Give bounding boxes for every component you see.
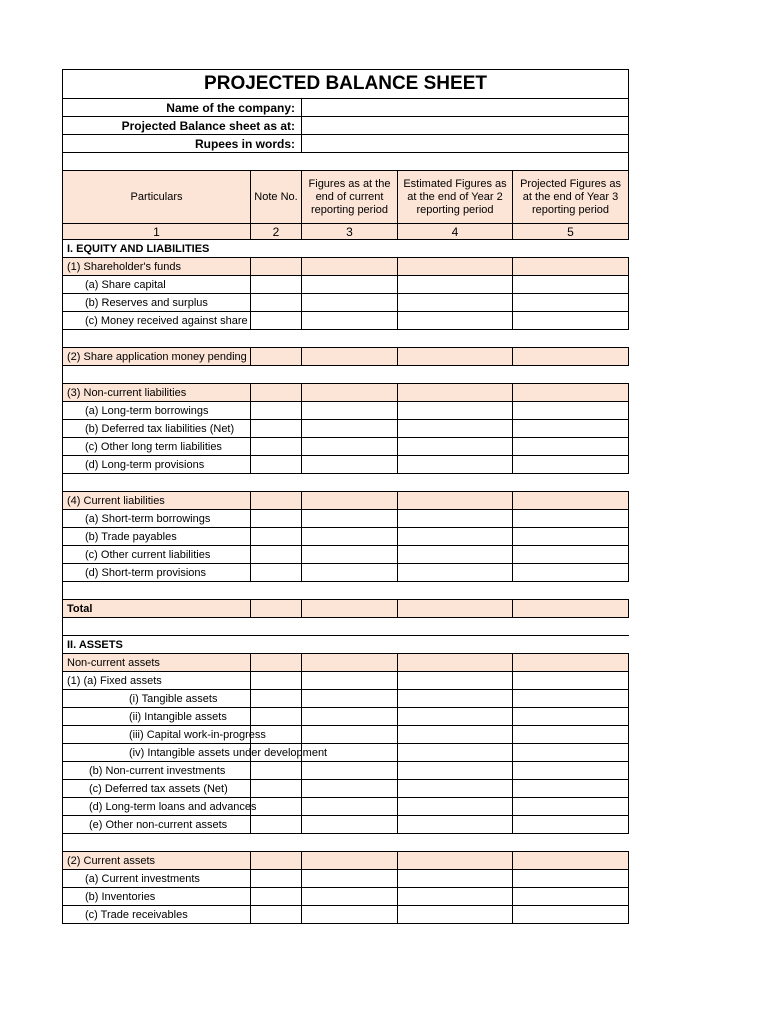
note-no-cell[interactable] bbox=[251, 402, 302, 420]
year2-cell[interactable] bbox=[398, 492, 513, 510]
info-row-date bbox=[63, 117, 629, 135]
year3-cell[interactable] bbox=[513, 780, 629, 798]
year2-cell[interactable] bbox=[398, 708, 513, 726]
spacer-row bbox=[63, 153, 629, 171]
balance-date-value[interactable] bbox=[302, 117, 629, 135]
table-row bbox=[63, 402, 629, 420]
note-no-cell[interactable] bbox=[251, 348, 302, 366]
table-row bbox=[63, 564, 629, 582]
particulars-cell: (d) Long-term provisions bbox=[63, 456, 251, 474]
current-period-cell[interactable] bbox=[302, 528, 398, 546]
note-no-cell[interactable] bbox=[251, 384, 302, 402]
year2-cell[interactable] bbox=[398, 600, 513, 618]
particulars-cell: (2) Current assets bbox=[63, 852, 251, 870]
particulars-cell: (b) Inventories bbox=[63, 888, 251, 906]
particulars-cell: (iv) Intangible assets under development bbox=[63, 744, 251, 762]
year2-cell[interactable] bbox=[398, 798, 513, 816]
note-no-cell[interactable] bbox=[251, 492, 302, 510]
note-no-cell[interactable] bbox=[251, 762, 302, 780]
note-no-cell[interactable] bbox=[251, 600, 302, 618]
year3-cell[interactable] bbox=[513, 348, 629, 366]
header-year3-projection: Projected Figures as at the end of Year 3 reporting period bbox=[513, 171, 629, 224]
particulars-cell: (c) Other long term liabilities bbox=[63, 438, 251, 456]
particulars-cell: (i) Tangible assets bbox=[63, 690, 251, 708]
header-particulars: Particulars bbox=[63, 171, 251, 224]
year2-cell[interactable] bbox=[398, 312, 513, 330]
current-period-cell[interactable] bbox=[302, 456, 398, 474]
col-number: 2 bbox=[251, 224, 302, 240]
note-no-cell[interactable] bbox=[251, 438, 302, 456]
year3-cell[interactable] bbox=[513, 708, 629, 726]
particulars-cell bbox=[63, 834, 629, 852]
note-no-cell[interactable] bbox=[251, 456, 302, 474]
particulars-cell: (3) Non-current liabilities bbox=[63, 384, 251, 402]
table-row bbox=[63, 348, 629, 366]
table-row bbox=[63, 726, 629, 744]
note-no-cell[interactable] bbox=[251, 420, 302, 438]
year2-cell[interactable] bbox=[398, 510, 513, 528]
blank-row bbox=[63, 474, 629, 492]
current-period-cell[interactable] bbox=[302, 438, 398, 456]
table-row bbox=[63, 492, 629, 510]
sheet-title: PROJECTED BALANCE SHEET bbox=[63, 70, 629, 99]
current-period-cell[interactable] bbox=[302, 870, 398, 888]
particulars-cell: (1) (a) Fixed assets bbox=[63, 672, 251, 690]
current-period-cell[interactable] bbox=[302, 510, 398, 528]
year3-cell[interactable] bbox=[513, 384, 629, 402]
col-number: 1 bbox=[63, 224, 251, 240]
year2-cell[interactable] bbox=[398, 744, 513, 762]
column-number-row bbox=[63, 224, 629, 240]
year3-cell[interactable] bbox=[513, 654, 629, 672]
current-period-cell[interactable] bbox=[302, 798, 398, 816]
current-period-cell[interactable] bbox=[302, 726, 398, 744]
particulars-cell: (c) Other current liabilities bbox=[63, 546, 251, 564]
note-no-cell[interactable] bbox=[251, 546, 302, 564]
table-row bbox=[63, 456, 629, 474]
table-row bbox=[63, 258, 629, 276]
table-row bbox=[63, 798, 629, 816]
header-current-period: Figures as at the end of current reporting period bbox=[302, 171, 398, 224]
particulars-cell: (e) Other non-current assets bbox=[63, 816, 251, 834]
year3-cell[interactable] bbox=[513, 528, 629, 546]
year3-cell[interactable] bbox=[513, 492, 629, 510]
particulars-cell: (a) Current investments bbox=[63, 870, 251, 888]
balance-sheet bbox=[62, 69, 628, 924]
year2-cell[interactable] bbox=[398, 294, 513, 312]
year2-cell[interactable] bbox=[398, 726, 513, 744]
current-period-cell[interactable] bbox=[302, 672, 398, 690]
year3-cell[interactable] bbox=[513, 672, 629, 690]
year3-cell[interactable] bbox=[513, 798, 629, 816]
particulars-cell: (c) Deferred tax assets (Net) bbox=[63, 780, 251, 798]
particulars-cell bbox=[63, 582, 629, 600]
year3-cell[interactable] bbox=[513, 510, 629, 528]
note-no-cell[interactable] bbox=[251, 294, 302, 312]
header-note-no: Note No. bbox=[251, 171, 302, 224]
particulars-cell: (b) Deferred tax liabilities (Net) bbox=[63, 420, 251, 438]
year2-cell[interactable] bbox=[398, 906, 513, 924]
year3-cell[interactable] bbox=[513, 852, 629, 870]
year2-cell[interactable] bbox=[398, 528, 513, 546]
note-no-cell[interactable] bbox=[251, 708, 302, 726]
particulars-cell: (a) Long-term borrowings bbox=[63, 402, 251, 420]
particulars-cell: Non-current assets bbox=[63, 654, 251, 672]
particulars-cell: I. EQUITY AND LIABILITIES bbox=[63, 240, 629, 258]
year2-cell[interactable] bbox=[398, 654, 513, 672]
particulars-cell: (d) Short-term provisions bbox=[63, 564, 251, 582]
company-name-label: Name of the company: bbox=[63, 99, 302, 117]
current-period-cell[interactable] bbox=[302, 816, 398, 834]
blank-row bbox=[63, 618, 629, 636]
particulars-cell: (iii) Capital work-in-progress bbox=[63, 726, 251, 744]
particulars-cell: (b) Non-current investments bbox=[63, 762, 251, 780]
year3-cell[interactable] bbox=[513, 816, 629, 834]
current-period-cell[interactable] bbox=[302, 384, 398, 402]
year3-cell[interactable] bbox=[513, 870, 629, 888]
year2-cell[interactable] bbox=[398, 348, 513, 366]
balance-date-label: Projected Balance sheet as at: bbox=[63, 117, 302, 135]
table-row bbox=[63, 438, 629, 456]
year2-cell[interactable] bbox=[398, 438, 513, 456]
particulars-cell bbox=[63, 366, 629, 384]
table-row bbox=[63, 888, 629, 906]
particulars-cell: II. ASSETS bbox=[63, 636, 629, 654]
note-no-cell[interactable] bbox=[251, 528, 302, 546]
particulars-cell: (2) Share application money pending bbox=[63, 348, 251, 366]
current-period-cell[interactable] bbox=[302, 294, 398, 312]
note-no-cell[interactable] bbox=[251, 906, 302, 924]
table-row bbox=[63, 762, 629, 780]
note-no-cell[interactable] bbox=[251, 888, 302, 906]
current-period-cell[interactable] bbox=[302, 654, 398, 672]
particulars-cell: (1) Shareholder's funds bbox=[63, 258, 251, 276]
table-row bbox=[63, 240, 629, 258]
year2-cell[interactable] bbox=[398, 852, 513, 870]
particulars-cell bbox=[63, 330, 629, 348]
blank-row bbox=[63, 582, 629, 600]
note-no-cell[interactable] bbox=[251, 672, 302, 690]
particulars-cell: Total bbox=[63, 600, 251, 618]
note-no-cell[interactable] bbox=[251, 312, 302, 330]
year3-cell[interactable] bbox=[513, 726, 629, 744]
table-row bbox=[63, 744, 629, 762]
year3-cell[interactable] bbox=[513, 312, 629, 330]
table-row bbox=[63, 816, 629, 834]
particulars-cell: (c) Money received against share bbox=[63, 312, 251, 330]
particulars-cell: (b) Trade payables bbox=[63, 528, 251, 546]
blank-row bbox=[63, 834, 629, 852]
year2-cell[interactable] bbox=[398, 546, 513, 564]
table-row bbox=[63, 312, 629, 330]
year2-cell[interactable] bbox=[398, 564, 513, 582]
year3-cell[interactable] bbox=[513, 888, 629, 906]
col-number: 5 bbox=[513, 224, 629, 240]
blank-row bbox=[63, 366, 629, 384]
particulars-cell bbox=[63, 618, 629, 636]
year3-cell[interactable] bbox=[513, 600, 629, 618]
year3-cell[interactable] bbox=[513, 690, 629, 708]
table-row bbox=[63, 780, 629, 798]
particulars-cell: (c) Trade receivables bbox=[63, 906, 251, 924]
current-period-cell[interactable] bbox=[302, 708, 398, 726]
table-row bbox=[63, 870, 629, 888]
year2-cell[interactable] bbox=[398, 420, 513, 438]
table-row bbox=[63, 636, 629, 654]
current-period-cell[interactable] bbox=[302, 600, 398, 618]
note-no-cell[interactable] bbox=[251, 258, 302, 276]
current-period-cell[interactable] bbox=[302, 888, 398, 906]
year3-cell[interactable] bbox=[513, 402, 629, 420]
table-row bbox=[63, 384, 629, 402]
particulars-cell: (4) Current liabilities bbox=[63, 492, 251, 510]
note-no-cell[interactable] bbox=[251, 852, 302, 870]
current-period-cell[interactable] bbox=[302, 276, 398, 294]
note-no-cell[interactable] bbox=[251, 816, 302, 834]
col-number: 3 bbox=[302, 224, 398, 240]
year2-cell[interactable] bbox=[398, 456, 513, 474]
table-row bbox=[63, 906, 629, 924]
current-period-cell[interactable] bbox=[302, 762, 398, 780]
table-row bbox=[63, 672, 629, 690]
year3-cell[interactable] bbox=[513, 420, 629, 438]
current-period-cell[interactable] bbox=[302, 690, 398, 708]
note-no-cell[interactable] bbox=[251, 654, 302, 672]
particulars-cell: (ii) Intangible assets bbox=[63, 708, 251, 726]
current-period-cell[interactable] bbox=[302, 546, 398, 564]
year3-cell[interactable] bbox=[513, 456, 629, 474]
rupees-words-value[interactable] bbox=[302, 135, 629, 153]
particulars-cell: (d) Long-term loans and advances bbox=[63, 798, 251, 816]
year2-cell[interactable] bbox=[398, 690, 513, 708]
current-period-cell[interactable] bbox=[302, 906, 398, 924]
table-row bbox=[63, 654, 629, 672]
table-row bbox=[63, 546, 629, 564]
current-period-cell[interactable] bbox=[302, 402, 398, 420]
header-year2-estimate: Estimated Figures as at the end of Year 2 reporting period bbox=[398, 171, 513, 224]
year3-cell[interactable] bbox=[513, 906, 629, 924]
current-period-cell[interactable] bbox=[302, 258, 398, 276]
note-no-cell[interactable] bbox=[251, 510, 302, 528]
table-row bbox=[63, 276, 629, 294]
year3-cell[interactable] bbox=[513, 546, 629, 564]
current-period-cell[interactable] bbox=[302, 564, 398, 582]
note-no-cell[interactable] bbox=[251, 690, 302, 708]
table-row bbox=[63, 852, 629, 870]
note-no-cell[interactable] bbox=[251, 276, 302, 294]
current-period-cell[interactable] bbox=[302, 492, 398, 510]
header-row bbox=[63, 171, 629, 224]
current-period-cell[interactable] bbox=[302, 348, 398, 366]
particulars-cell: (a) Short-term borrowings bbox=[63, 510, 251, 528]
year3-cell[interactable] bbox=[513, 258, 629, 276]
col-number: 4 bbox=[398, 224, 513, 240]
blank-row bbox=[63, 330, 629, 348]
particulars-cell bbox=[63, 474, 629, 492]
rupees-words-label: Rupees in words: bbox=[63, 135, 302, 153]
year2-cell[interactable] bbox=[398, 816, 513, 834]
table-row bbox=[63, 690, 629, 708]
table-row bbox=[63, 600, 629, 618]
year3-cell[interactable] bbox=[513, 564, 629, 582]
year2-cell[interactable] bbox=[398, 384, 513, 402]
particulars-cell: (b) Reserves and surplus bbox=[63, 294, 251, 312]
company-name-value[interactable] bbox=[302, 99, 629, 117]
current-period-cell[interactable] bbox=[302, 420, 398, 438]
particulars-cell: (a) Share capital bbox=[63, 276, 251, 294]
table-row bbox=[63, 510, 629, 528]
current-period-cell[interactable] bbox=[302, 780, 398, 798]
note-no-cell[interactable] bbox=[251, 780, 302, 798]
balance-sheet-table bbox=[62, 69, 629, 924]
year2-cell[interactable] bbox=[398, 780, 513, 798]
year3-cell[interactable] bbox=[513, 762, 629, 780]
current-period-cell[interactable] bbox=[302, 312, 398, 330]
year2-cell[interactable] bbox=[398, 672, 513, 690]
year2-cell[interactable] bbox=[398, 258, 513, 276]
table-row bbox=[63, 708, 629, 726]
note-no-cell[interactable] bbox=[251, 798, 302, 816]
info-row-company bbox=[63, 99, 629, 117]
year3-cell[interactable] bbox=[513, 744, 629, 762]
year3-cell[interactable] bbox=[513, 438, 629, 456]
year2-cell[interactable] bbox=[398, 870, 513, 888]
table-row bbox=[63, 294, 629, 312]
year2-cell[interactable] bbox=[398, 888, 513, 906]
table-row bbox=[63, 420, 629, 438]
note-no-cell[interactable] bbox=[251, 564, 302, 582]
year2-cell[interactable] bbox=[398, 402, 513, 420]
year2-cell[interactable] bbox=[398, 762, 513, 780]
info-row-rupees bbox=[63, 135, 629, 153]
current-period-cell[interactable] bbox=[302, 852, 398, 870]
year2-cell[interactable] bbox=[398, 276, 513, 294]
year3-cell[interactable] bbox=[513, 276, 629, 294]
year3-cell[interactable] bbox=[513, 294, 629, 312]
note-no-cell[interactable] bbox=[251, 870, 302, 888]
table-row bbox=[63, 528, 629, 546]
